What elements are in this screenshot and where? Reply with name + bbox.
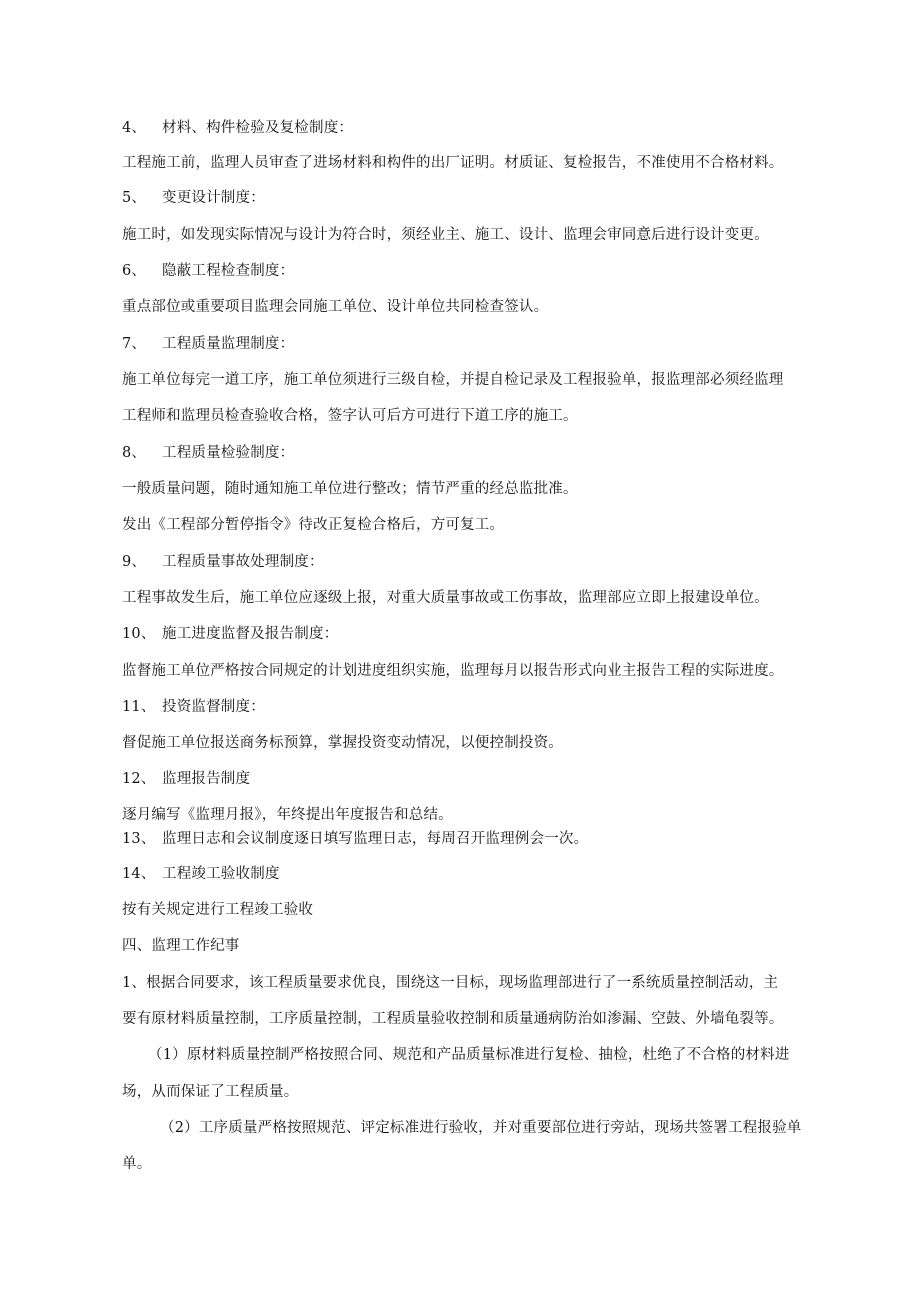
heading-text: 投资监督制度：: [162, 699, 265, 715]
heading-text: 工程质量检验制度：: [162, 445, 295, 461]
paragraph: 要有原材料质量控制，工序质量控制，工程质量验收控制和质量通病防治如渗漏、空鼓、外墙龟裂等。: [122, 1011, 784, 1027]
item-number: 14、: [122, 866, 156, 882]
heading-item-14: [122, 864, 280, 884]
item-number: 4、: [122, 120, 147, 136]
heading-item-6: [122, 261, 294, 281]
heading-item-11: [122, 697, 265, 717]
item-number: 8、: [122, 445, 147, 461]
heading-text: 隐蔽工程检查制度：: [162, 263, 295, 279]
heading-text: 变更设计制度：: [162, 190, 265, 206]
paragraph: 工程事故发生后，施工单位应逐级上报，对重大质量事故或工伤事故，监理部应立即上报建设单位。: [122, 590, 769, 606]
heading-item-10: [122, 624, 338, 644]
paragraph: 逐月编写《监理月报》，年终提出年度报告和总结。: [122, 807, 453, 823]
heading-item-8: [122, 443, 294, 463]
paragraph: 施工单位每完一道工序，施工单位须进行三级自检，并提自检记录及工程报验单，报监理部必须经监理: [122, 372, 784, 388]
paragraph: 施工时，如发现实际情况与设计为符合时，须经业主、施工、设计、监理会审同意后进行设计变更。: [122, 227, 769, 243]
heading-text: 施工进度监督及报告制度：: [162, 626, 339, 642]
heading-item-12: [122, 769, 250, 789]
heading-item-7: [122, 334, 294, 354]
heading-text: 工程质量事故处理制度：: [162, 554, 324, 570]
paragraph-indented: （2）工序质量严格按照规范、评定标准进行验收，并对重要部位进行旁站，现场共签署工程报验单: [160, 1120, 802, 1136]
heading-item-9: [122, 552, 324, 572]
item-number: 9、: [122, 554, 147, 570]
item-number: 5、: [122, 190, 147, 206]
paragraph: 1、根据合同要求，该工程质量要求优良，围绕这一目标，现场监理部进行了一系统质量控制活动，主: [122, 975, 779, 991]
item-number: 10、: [122, 626, 156, 642]
paragraph: 一般质量问题，随时通知施工单位进行整改；情节严重的经总监批准。: [122, 481, 578, 497]
paragraph: 监督施工单位严格按合同规定的计划进度组织实施，监理每月以报告形式向业主报告工程的实际进度。: [122, 663, 784, 679]
item-number: 11、: [122, 699, 156, 715]
item-number: 12、: [122, 771, 156, 787]
heading-text: 材料、构件检验及复检制度：: [162, 120, 354, 136]
heading-item-13: [122, 829, 588, 849]
heading-text: 工程质量监理制度：: [162, 336, 295, 352]
paragraph: 重点部位或重要项目监理会同施工单位、设计单位共同检查签认。: [122, 299, 549, 315]
paragraph: 工程师和监理员检查验收合格，签字认可后方可进行下道工序的施工。: [122, 408, 578, 424]
paragraph: 单。: [122, 1156, 152, 1172]
paragraph: 工程施工前，监理人员审查了进场材料和构件的出厂证明。材质证、复检报告，不准使用不合格材料。: [122, 155, 784, 171]
item-number: 13、: [122, 831, 156, 847]
paragraph: 按有关规定进行工程竣工验收: [122, 902, 314, 918]
item-number: 6、: [122, 263, 147, 279]
paragraph: 督促施工单位报送商务标预算，掌握投资变动情况，以便控制投资。: [122, 735, 563, 751]
heading-item-5: [122, 188, 265, 208]
paragraph-indented: （1）原材料质量控制严格按照合同、规范和产品质量标准进行复检、抽检，杜绝了不合格的材料进: [148, 1047, 790, 1063]
item-number: 7、: [122, 336, 147, 352]
heading-text: 监理日志和会议制度逐日填写监理日志，每周召开监理例会一次。: [162, 831, 589, 847]
section-heading: 四、监理工作纪事: [122, 938, 240, 954]
heading-text: 监理报告制度: [162, 771, 251, 787]
paragraph: 发出《工程部分暂停指令》待改正复检合格后，方可复工。: [122, 517, 505, 533]
heading-text: 工程竣工验收制度: [162, 866, 280, 882]
heading-item-4: [122, 118, 353, 138]
paragraph: 场，从而保证了工程质量。: [122, 1084, 299, 1100]
